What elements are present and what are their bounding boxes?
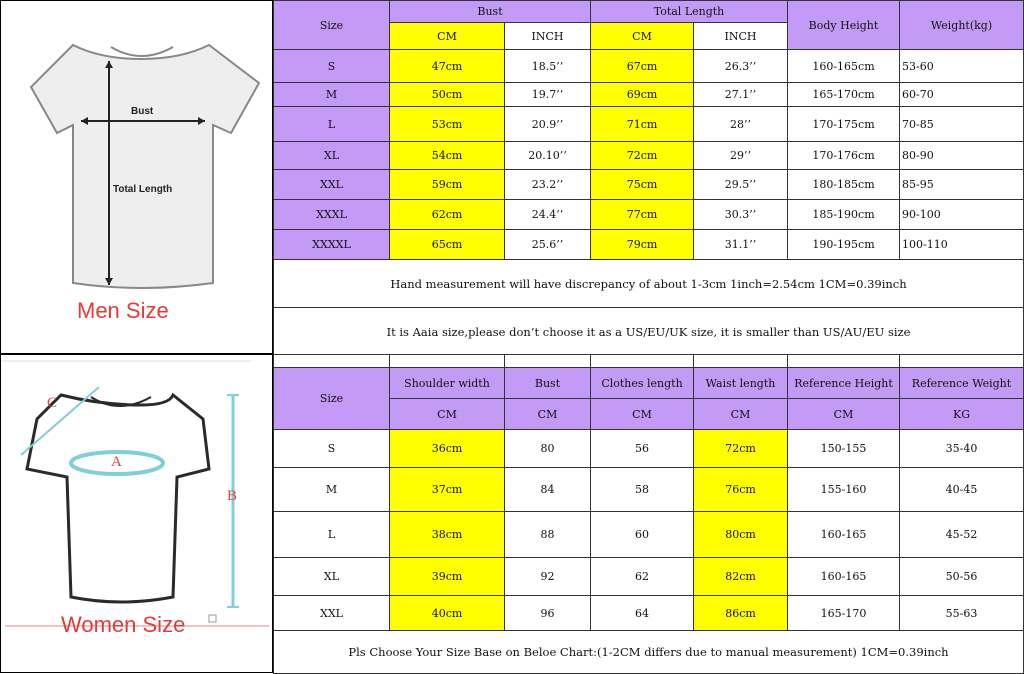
shoulder-cell: 36cm	[390, 430, 505, 468]
weight-cell: 55-63	[900, 596, 1024, 631]
letter-b-label: B	[227, 488, 238, 504]
clothes-length-cell: 60	[591, 512, 694, 558]
length-inch-cell: 27.1’’	[694, 83, 788, 107]
height-cell: 180-185cm	[788, 170, 900, 200]
shoulder-cell: 38cm	[390, 512, 505, 558]
bust-cm-cell: 65cm	[390, 230, 505, 260]
table-row	[274, 558, 1024, 596]
bust-cm-cell: 59cm	[390, 170, 505, 200]
waist-cell: 76cm	[694, 468, 788, 512]
asia-size-note: It is Aaia size,please don’t choose it as a US/EU/UK size, it is smaller than US/AU/EU size	[274, 308, 1024, 356]
spacer-cell	[505, 355, 591, 368]
men-size-diagram	[0, 0, 273, 354]
size-cell: XL	[274, 142, 390, 170]
total-length-diagram-label: Total Length	[113, 184, 173, 195]
length-inch-cell: 31.1’’	[694, 230, 788, 260]
waist-cell: 82cm	[694, 558, 788, 596]
unit-kg: KG	[900, 399, 1024, 430]
bust-inch-cell: 20.10’’	[505, 142, 591, 170]
bust-cm-cell: 47cm	[390, 50, 505, 83]
letter-a-label: A	[111, 454, 122, 470]
table-row	[274, 83, 1024, 107]
table-row	[274, 230, 1024, 260]
women-size-diagram	[0, 354, 273, 673]
clothes-length-cell: 56	[591, 430, 694, 468]
subheader-length-cm: CM	[591, 23, 694, 50]
women-size-title: Women Size	[61, 612, 186, 637]
weight-cell: 80-90	[900, 142, 1024, 170]
weight-cell: 90-100	[900, 200, 1024, 230]
bust-inch-cell: 24.4’’	[505, 200, 591, 230]
unit-cm: CM	[694, 399, 788, 430]
spacer-cell	[694, 355, 788, 368]
size-cell: M	[274, 468, 390, 512]
bust-cell: 80	[505, 430, 591, 468]
length-cm-cell: 72cm	[591, 142, 694, 170]
size-cell: S	[274, 50, 390, 83]
spacer-cell	[788, 355, 900, 368]
height-cell: 185-190cm	[788, 200, 900, 230]
bust-cell: 92	[505, 558, 591, 596]
bust-cell: 84	[505, 468, 591, 512]
unit-cm: CM	[591, 399, 694, 430]
header-reference-weight: Reference Weight	[900, 368, 1024, 399]
unit-cm: CM	[390, 399, 505, 430]
length-inch-cell: 29’’	[694, 142, 788, 170]
table-row	[274, 512, 1024, 558]
unit-cm: CM	[788, 399, 900, 430]
weight-cell: 70-85	[900, 107, 1024, 142]
shoulder-cell: 40cm	[390, 596, 505, 631]
table-row	[274, 596, 1024, 631]
spacer-cell	[274, 355, 390, 368]
bust-inch-cell: 20.9’’	[505, 107, 591, 142]
header-bust: Bust	[390, 1, 591, 23]
length-cm-cell: 75cm	[591, 170, 694, 200]
shoulder-cell: 37cm	[390, 468, 505, 512]
height-cell: 150-155	[788, 430, 900, 468]
spacer-cell	[900, 355, 1024, 368]
header-shoulder-width: Shoulder width	[390, 368, 505, 399]
bust-cm-cell: 50cm	[390, 83, 505, 107]
bust-inch-cell: 23.2’’	[505, 170, 591, 200]
weight-cell: 60-70	[900, 83, 1024, 107]
length-inch-cell: 30.3’’	[694, 200, 788, 230]
shoulder-cell: 39cm	[390, 558, 505, 596]
length-inch-cell: 28’’	[694, 107, 788, 142]
weight-cell: 100-110	[900, 230, 1024, 260]
header-size: Size	[274, 368, 390, 430]
size-cell: M	[274, 83, 390, 107]
header-body-height: Body Height	[788, 1, 900, 50]
header-clothes-length: Clothes length	[591, 368, 694, 399]
weight-cell: 85-95	[900, 170, 1024, 200]
bust-cm-cell: 54cm	[390, 142, 505, 170]
header-reference-height: Reference Height	[788, 368, 900, 399]
men-size-table	[273, 0, 1024, 356]
weight-cell: 50-56	[900, 558, 1024, 596]
length-cm-cell: 69cm	[591, 83, 694, 107]
size-cell: XXL	[274, 596, 390, 631]
length-cm-cell: 77cm	[591, 200, 694, 230]
table-row	[274, 107, 1024, 142]
header-waist-length: Waist length	[694, 368, 788, 399]
subheader-bust-inch: INCH	[505, 23, 591, 50]
weight-cell: 53-60	[900, 50, 1024, 83]
unit-cm: CM	[505, 399, 591, 430]
bust-cm-cell: 62cm	[390, 200, 505, 230]
header-bust: Bust	[505, 368, 591, 399]
height-cell: 160-165	[788, 558, 900, 596]
height-cell: 190-195cm	[788, 230, 900, 260]
table-row	[274, 200, 1024, 230]
subheader-length-inch: INCH	[694, 23, 788, 50]
height-cell: 160-165	[788, 512, 900, 558]
letter-c-label: C	[47, 395, 58, 411]
table-row	[274, 170, 1024, 200]
bust-cell: 96	[505, 596, 591, 631]
height-cell: 170-175cm	[788, 107, 900, 142]
waist-cell: 72cm	[694, 430, 788, 468]
waist-cell: 80cm	[694, 512, 788, 558]
size-cell: S	[274, 430, 390, 468]
clothes-length-cell: 58	[591, 468, 694, 512]
height-cell: 160-165cm	[788, 50, 900, 83]
bust-inch-cell: 19.7’’	[505, 83, 591, 107]
size-cell: XL	[274, 558, 390, 596]
length-inch-cell: 26.3’’	[694, 50, 788, 83]
bust-inch-cell: 25.6’’	[505, 230, 591, 260]
bust-cm-cell: 53cm	[390, 107, 505, 142]
height-cell: 170-176cm	[788, 142, 900, 170]
size-choice-note: Pls Choose Your Size Base on Beloe Chart:(1-2CM differs due to manual measurement) 1CM=0.39inch	[274, 631, 1024, 674]
clothes-length-cell: 62	[591, 558, 694, 596]
size-cell: XXXL	[274, 200, 390, 230]
height-cell: 165-170	[788, 596, 900, 631]
header-total-length: Total Length	[591, 1, 788, 23]
size-cell: L	[274, 107, 390, 142]
size-cell: L	[274, 512, 390, 558]
height-cell: 155-160	[788, 468, 900, 512]
spacer-cell	[591, 355, 694, 368]
table-row	[274, 50, 1024, 83]
weight-cell: 45-52	[900, 512, 1024, 558]
men-size-title: Men Size	[77, 298, 169, 323]
weight-cell: 35-40	[900, 430, 1024, 468]
bust-inch-cell: 18.5’’	[505, 50, 591, 83]
size-cell: XXXXL	[274, 230, 390, 260]
table-row	[274, 142, 1024, 170]
table-row	[274, 430, 1024, 468]
table-row	[274, 468, 1024, 512]
size-cell: XXL	[274, 170, 390, 200]
waist-cell: 86cm	[694, 596, 788, 631]
bust-cell: 88	[505, 512, 591, 558]
length-cm-cell: 79cm	[591, 230, 694, 260]
header-size: Size	[274, 1, 390, 50]
length-inch-cell: 29.5’’	[694, 170, 788, 200]
weight-cell: 40-45	[900, 468, 1024, 512]
length-cm-cell: 71cm	[591, 107, 694, 142]
height-cell: 165-170cm	[788, 83, 900, 107]
subheader-bust-cm: CM	[390, 23, 505, 50]
length-cm-cell: 67cm	[591, 50, 694, 83]
header-weight: Weight(kg)	[900, 1, 1024, 50]
bust-diagram-label: Bust	[131, 106, 154, 117]
measurement-note: Hand measurement will have discrepancy of about 1-3cm 1inch=2.54cm 1CM=0.39inch	[274, 260, 1024, 308]
women-size-table	[273, 354, 1024, 674]
clothes-length-cell: 64	[591, 596, 694, 631]
spacer-cell	[390, 355, 505, 368]
